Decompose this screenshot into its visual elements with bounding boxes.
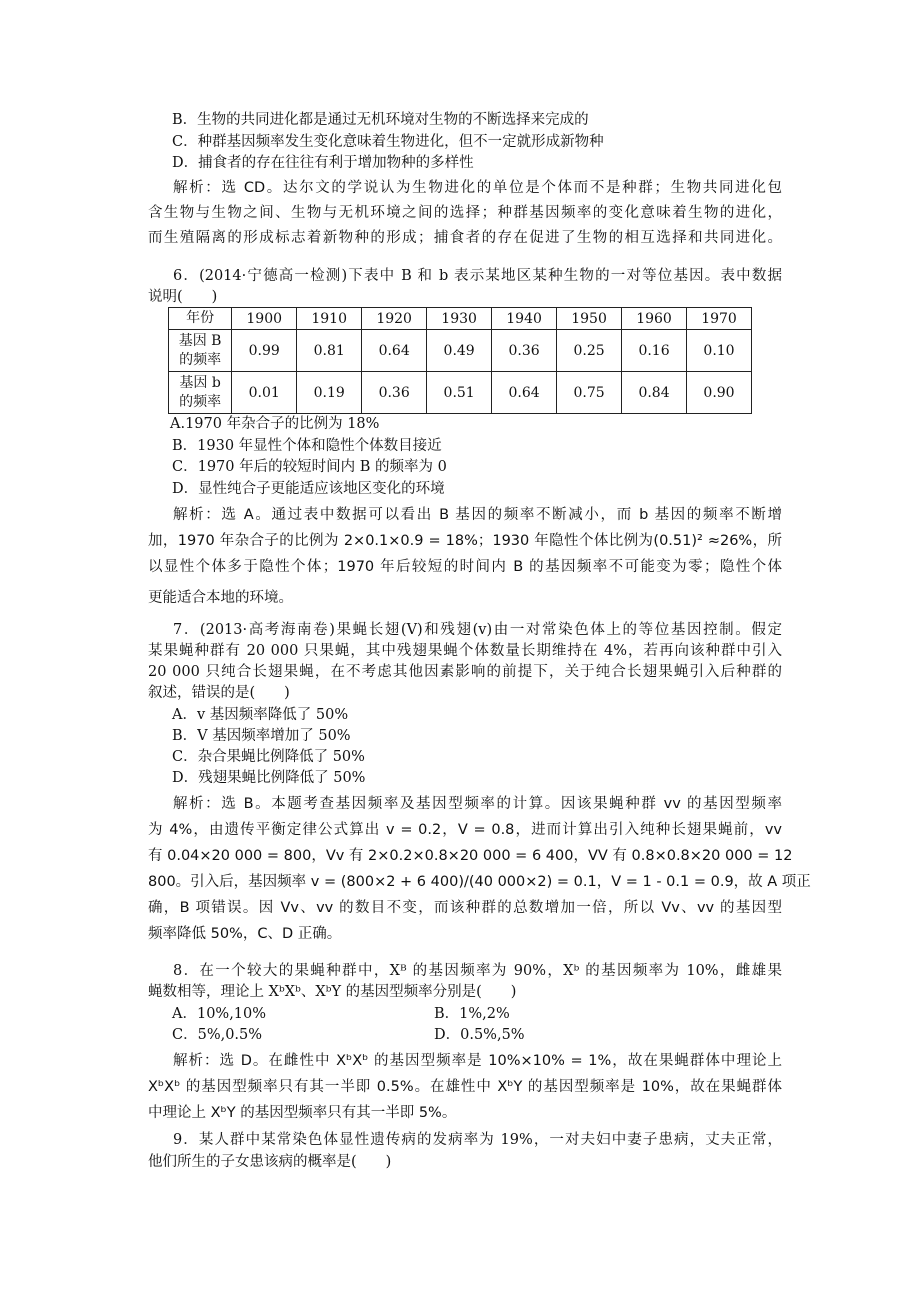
q6-analysis-line: 更能适合本地的环境。 (148, 590, 293, 606)
table-header-cell: 1970 (687, 308, 752, 330)
q6-stem-line: 说明( ) (148, 289, 218, 305)
q6-analysis-line: 以显性个体多于隐性个体；1970 年后较短的时间内 B 的基因频率不可能变为零；隐性个体 (148, 559, 782, 575)
table-cell: 0.36 (492, 330, 557, 372)
q7-analysis-line: 确，B 项错误。因 Vv、vv 的数目不变，而该种群的总数增加一倍，所以 Vv、vv 的基因型 (148, 900, 782, 916)
table-cell: 0.19 (297, 372, 362, 414)
q5-analysis-line: 解析：选 CD。达尔文的学说认为生物进化的单位是个体而不是种群；生物共同进化包 (173, 180, 782, 196)
table-header-cell: 1910 (297, 308, 362, 330)
table-row (169, 372, 752, 414)
q5-analysis-line: 含生物与生物之间、生物与无机环境之间的选择；种群基因频率的变化意味着生物的进化， (148, 205, 782, 221)
q6-analysis-line: 解析：选 A。通过表中数据可以看出 B 基因的频率不断减小，而 b 基因的频率不断增 (173, 507, 782, 523)
table-header-cell: 1950 (557, 308, 622, 330)
row-label-line: 的频率 (179, 351, 222, 368)
q9-stem-line: 他们所生的子女患该病的概率是( ) (148, 1154, 392, 1170)
table-header-cell: 1900 (232, 308, 297, 330)
q7-stem-line: 20 000 只纯合长翅果蝇，在不考虑其他因素影响的前提下，关于纯合长翅果蝇引入后种群的 (148, 664, 782, 680)
q7-analysis-line: 为 4%，由遗传平衡定律公式算出 v = 0.2，V = 0.8，进而计算出引入纯种长翅果蝇前，vv (148, 822, 782, 838)
q9-stem-line: 9．某人群中某常染色体显性遗传病的发病率为 19%，一对夫妇中妻子患病，丈夫正常， (173, 1132, 782, 1148)
gene-frequency-table (168, 307, 752, 414)
table-cell: 0.84 (622, 372, 687, 414)
q7-option-c: C．杂合果蝇比例降低了 50% (172, 749, 365, 765)
q8-option-b: B．1%,2% (434, 1006, 510, 1022)
q7-option-d: D．残翅果蝇比例降低了 50% (172, 770, 366, 786)
q7-stem-line: 7．(2013·高考海南卷)果蝇长翅(V)和残翅(v)由一对常染色体上的等位基因控制。假定 (173, 622, 782, 638)
table-header-cell: 年份 (169, 308, 232, 330)
table-header-cell: 1920 (362, 308, 427, 330)
q6-option-b: B．1930 年显性个体和隐性个体数目接近 (172, 438, 442, 454)
q6-option-c: C．1970 年后的较短时间内 B 的频率为 0 (172, 459, 447, 475)
q6-stem-line: 6．(2014·宁德高一检测)下表中 B 和 b 表示某地区某种生物的一对等位基因。表中数据 (173, 268, 782, 284)
table-header-cell: 1940 (492, 308, 557, 330)
row-label-line: 的频率 (179, 393, 222, 410)
q8-stem-line: 8．在一个较大的果蝇种群中，Xᴮ 的基因频率为 90%，Xᵇ 的基因频率为 10%，雌雄果 (173, 963, 782, 979)
q7-option-a: A．v 基因频率降低了 50% (172, 707, 349, 723)
table-cell: 0.49 (427, 330, 492, 372)
table-cell: 0.16 (622, 330, 687, 372)
q8-analysis-line: 解析：选 D。在雌性中 XᵇXᵇ 的基因型频率是 10%×10% = 1%，故在果蝇群体中理论上 (173, 1053, 782, 1069)
q5-option-c: C．种群基因频率发生变化意味着生物进化，但不一定就形成新物种 (172, 134, 604, 150)
table-header-cell: 1960 (622, 308, 687, 330)
row-label (169, 372, 232, 414)
q8-analysis-line: XᵇXᵇ 的基因型频率只有其一半即 0.5%。在雄性中 XᵇY 的基因型频率是 10%，故在果蝇群体 (148, 1079, 782, 1095)
q7-stem-line: 叙述，错误的是( ) (148, 685, 290, 701)
table-header-row (169, 308, 752, 330)
q7-analysis-line: 800。引入后，基因频率 v = (800×2 + 6 400)/(40 000×2) = 0.1，V = 1 - 0.1 = 0.9，故 A 项正 (148, 874, 811, 890)
row-label-line: 基因 B (178, 332, 222, 349)
table-cell: 0.99 (232, 330, 297, 372)
q6-option-d: D．显性纯合子更能适应该地区变化的环境 (172, 481, 445, 497)
q5-analysis-line: 而生殖隔离的形成标志着新物种的形成；捕食者的存在促进了生物的相互选择和共同进化。 (148, 230, 782, 246)
table-cell: 0.81 (297, 330, 362, 372)
table-cell: 0.75 (557, 372, 622, 414)
q5-option-b: B．生物的共同进化都是通过无机环境对生物的不断选择来完成的 (172, 112, 589, 128)
table-cell: 0.64 (492, 372, 557, 414)
q6-analysis-line: 加，1970 年杂合子的比例为 2×0.1×0.9 = 18%；1930 年隐性个体比例为(0.51)² ≈26%，所 (148, 533, 782, 549)
row-label-line: 基因 b (179, 374, 221, 391)
q7-analysis-line: 频率降低 50%，C、D 正确。 (148, 926, 342, 942)
table-cell: 0.10 (687, 330, 752, 372)
q8-stem-line: 蝇数相等，理论上 XᵇXᵇ、XᵇY 的基因型频率分别是( ) (148, 984, 517, 1000)
table-row (169, 330, 752, 372)
table-cell: 0.51 (427, 372, 492, 414)
table-cell: 0.36 (362, 372, 427, 414)
table-cell: 0.64 (362, 330, 427, 372)
q6-option-a: A.1970 年杂合子的比例为 18% (170, 416, 380, 432)
q7-analysis-line: 解析：选 B。本题考查基因频率及基因型频率的计算。因该果蝇种群 vv 的基因型频率 (173, 796, 782, 812)
q8-option-a: A．10%,10% (172, 1006, 267, 1022)
q7-stem-line: 某果蝇种群有 20 000 只果蝇，其中残翅果蝇个体数量长期维持在 4%，若再向该种群中引入 (148, 643, 782, 659)
q7-option-b: B．V 基因频率增加了 50% (172, 728, 351, 744)
q8-analysis-line: 中理论上 XᵇY 的基因型频率只有其一半即 5%。 (148, 1105, 457, 1121)
row-label (169, 330, 232, 372)
table-cell: 0.90 (687, 372, 752, 414)
table-header-cell: 1930 (427, 308, 492, 330)
table-cell: 0.25 (557, 330, 622, 372)
q7-analysis-line: 有 0.04×20 000 = 800，Vv 有 2×0.2×0.8×20 000 = 6 400，VV 有 0.8×0.8×20 000 = 12 (148, 848, 793, 864)
q8-option-d: D．0.5%,5% (434, 1027, 525, 1043)
q8-option-c: C．5%,0.5% (172, 1027, 263, 1043)
q5-option-d: D．捕食者的存在往往有利于增加物种的多样性 (172, 155, 474, 171)
table-cell: 0.01 (232, 372, 297, 414)
